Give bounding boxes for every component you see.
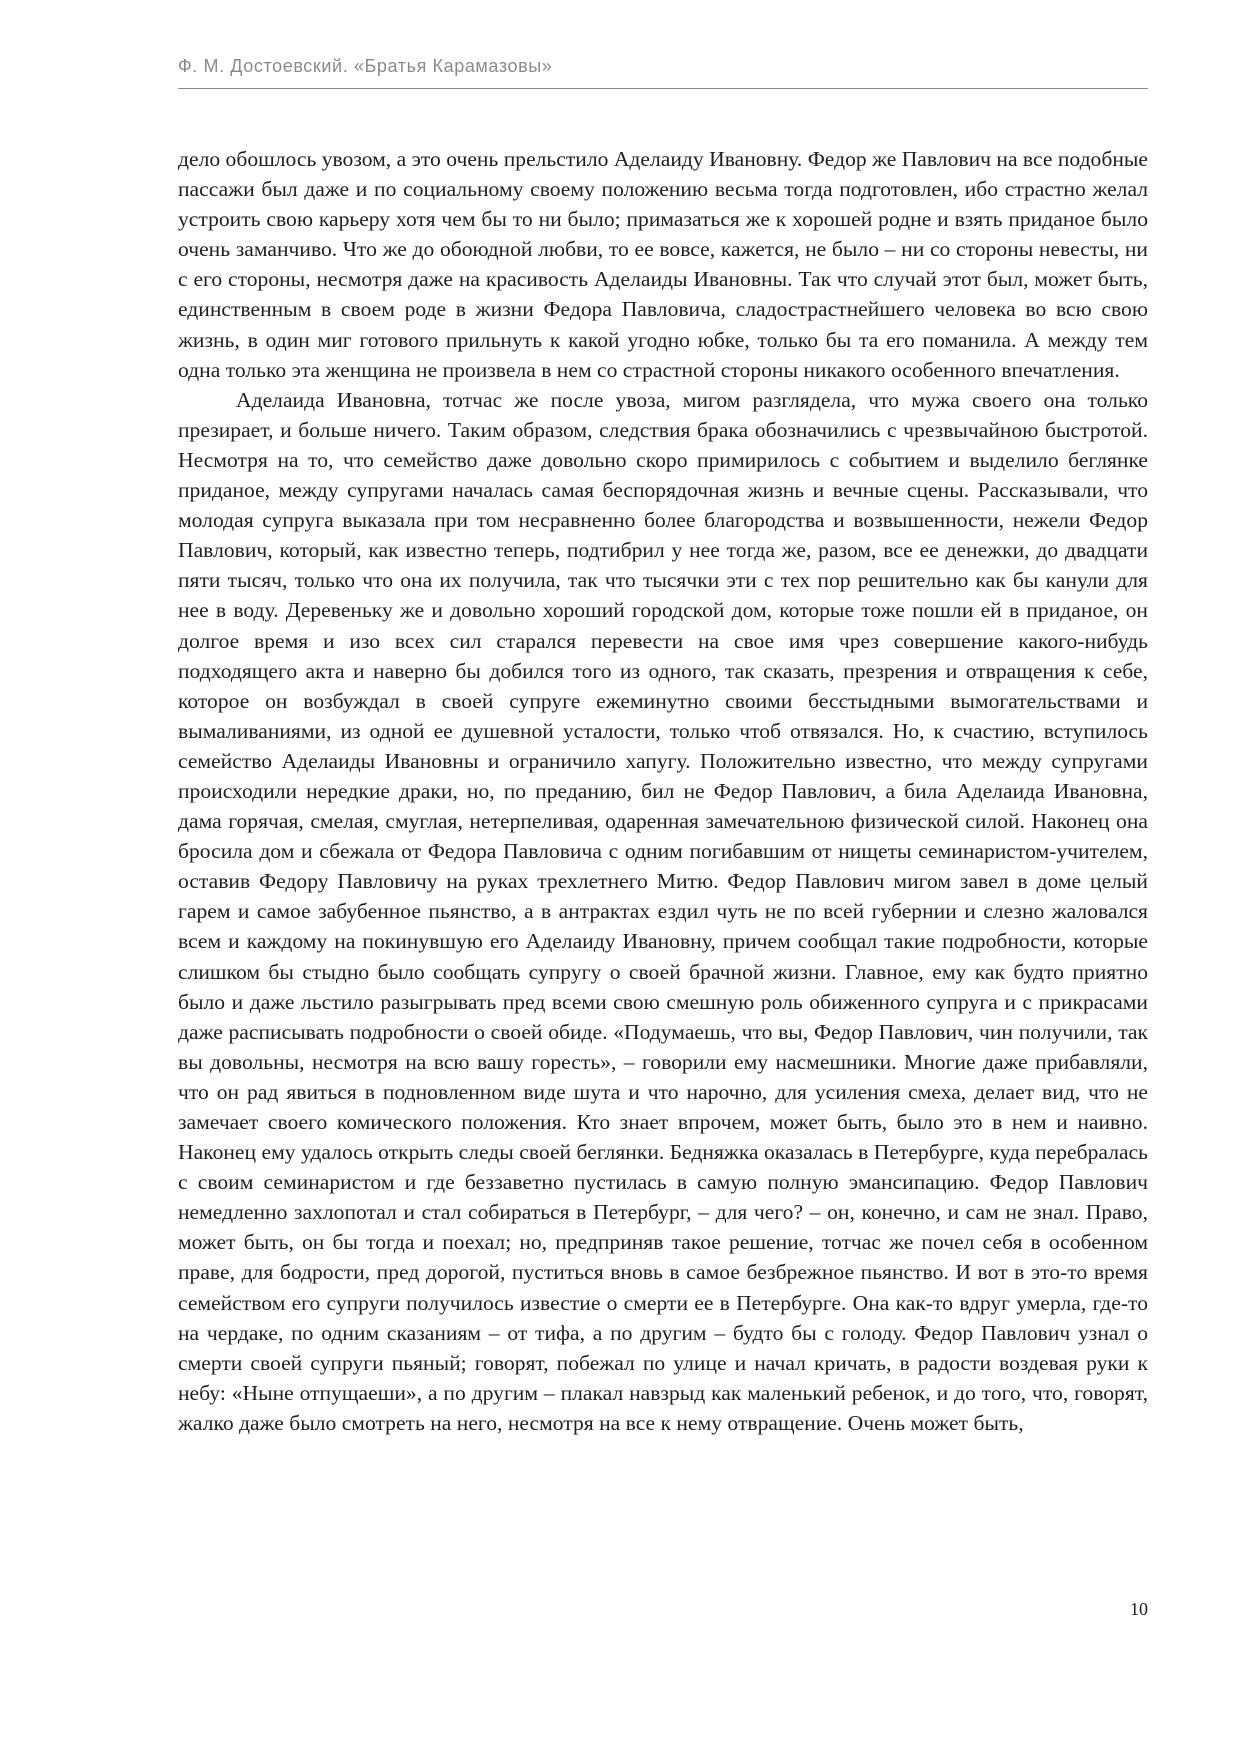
paragraph-1: дело обошлось увозом, а это очень прельстило Аделаиду Ивановну. Федор же Павлович на все подобные пассажи был даже и по социальному своему положению весьма тогда подготовлен, ибо страстно желал устроить свою карьеру хотя чем бы то ни было; примазаться же к хорошей родне и взять приданое было очень заманчиво. Что же до обоюдной любви, то ее вовсе, кажется, не было – ни со стороны невесты, ни с его стороны, несмотря даже на красивость Аделаиды Ивановны. Так что случай этот был, может быть, единственным в своем роде в жизни Федора Павловича, сладострастнейшего человека во всю свою жизнь, в один миг готового прильнуть к какой угодно юбке, только бы та его поманила. А между тем одна только эта женщина не произвела в нем со страстной стороны никакого особенного впечатления. xyxy=(178,147,1148,382)
paragraph-2: Аделаида Ивановна, тотчас же после увоза, мигом разглядела, что мужа своего она только презирает, и больше ничего. Таким образом, следствия брака обозначились с чрезвычайною быстротой. Несмотря на то, что семейство даже довольно скоро примирилось с событием и выделило беглянке приданое, между супругами началась самая беспорядочная жизнь и вечные сцены. Рассказывали, что молодая супруга выказала при том несравненно более благородства и возвышенности, нежели Федор Павлович, который, как известно теперь, подтибрил у нее тогда же, разом, все ее денежки, до двадцати пяти тысяч, только что она их получила, так что тысячки эти с тех пор решительно как бы канули для нее в воду. Деревеньку же и довольно хороший городской дом, которые тоже пошли ей в приданое, он долгое время и изо всех сил старался перевести на свое имя чрез совершение какого-нибудь подходящего акта и наверно бы добился того из одного, так сказать, презрения и отвращения к себе, которое он возбуждал в своей супруге ежеминутно своими бесстыдными вымогательствами и вымаливаниями, из одной ее душевной усталости, только чтоб отвязался. Но, к счастию, вступилось семейство Аделаиды Ивановны и ограничило хапугу. Положительно известно, что между супругами происходили нередкие драки, но, по преданию, бил не Федор Павлович, а била Аделаида Ивановна, дама горячая, смелая, смуглая, нетерпеливая, одаренная замечательною физической силой. Наконец она бросила дом и сбежала от Федора Павловича с одним погибавшим от нищеты семинаристом-учителем, оставив Федору Павловичу на руках трехлетнего Митю. Федор Павлович мигом завел в доме целый гарем и самое забубенное пьянство, а в антрактах ездил чуть не по всей губернии и слезно жаловался всем и каждому на покинувшую его Аделаиду Ивановну, причем сообщал такие подробности, которые слишком бы стыдно было сообщать супругу о своей брачной жизни. Главное, ему как будто приятно было и даже льстило разыгрывать пред всеми свою смешную роль обиженного супруга и с прикрасами даже расписывать подробности о своей обиде. «Подумаешь, что вы, Федор Павлович, чин получили, так вы довольны, несмотря на всю вашу горесть», – говорили ему насмешники. Многие даже прибавляли, что он рад явиться в подновленном виде шута и что нарочно, для усиления смеха, делает вид, что не замечает своего комического положения. Кто знает впрочем, может быть, было это в нем и наивно. Наконец ему удалось открыть следы своей беглянки. Бедняжка оказалась в Петербурге, куда перебралась с своим семинаристом и где беззаветно пустилась в самую полную эмансипацию. Федор Павлович немедленно захлопотал и стал собираться в Петербург, – для чего? – он, конечно, и сам не знал. Право, может быть, он бы тогда и поехал; но, предприняв такое решение, тотчас же почел себя в особенном праве, для бодрости, пред дорогой, пуститься вновь в самое безбрежное пьянство. И вот в это-то время семейством его супруги получилось известие о смерти ее в Петербурге. Она как-то вдруг умерла, где-то на чердаке, по одним сказаниям – от тифа, а по другим – будто бы с голоду. Федор Павлович узнал о смерти своей супруги пьяный; говорят, побежал по улице и начал кричать, в радости воздевая руки к небу: «Ныне отпущаеши», а по другим – плакал навзрыд как маленький ребенок, и до того, что, говорят, жалко даже было смотреть на него, несмотря на все к нему отвращение. Очень может быть, xyxy=(178,387,1148,1435)
running-header-title: Ф. М. Достоевский. «Братья Карамазовы» xyxy=(178,56,553,76)
body-text xyxy=(178,144,1148,1438)
header-divider xyxy=(178,88,1148,89)
page-number: 10 xyxy=(1130,1599,1148,1619)
